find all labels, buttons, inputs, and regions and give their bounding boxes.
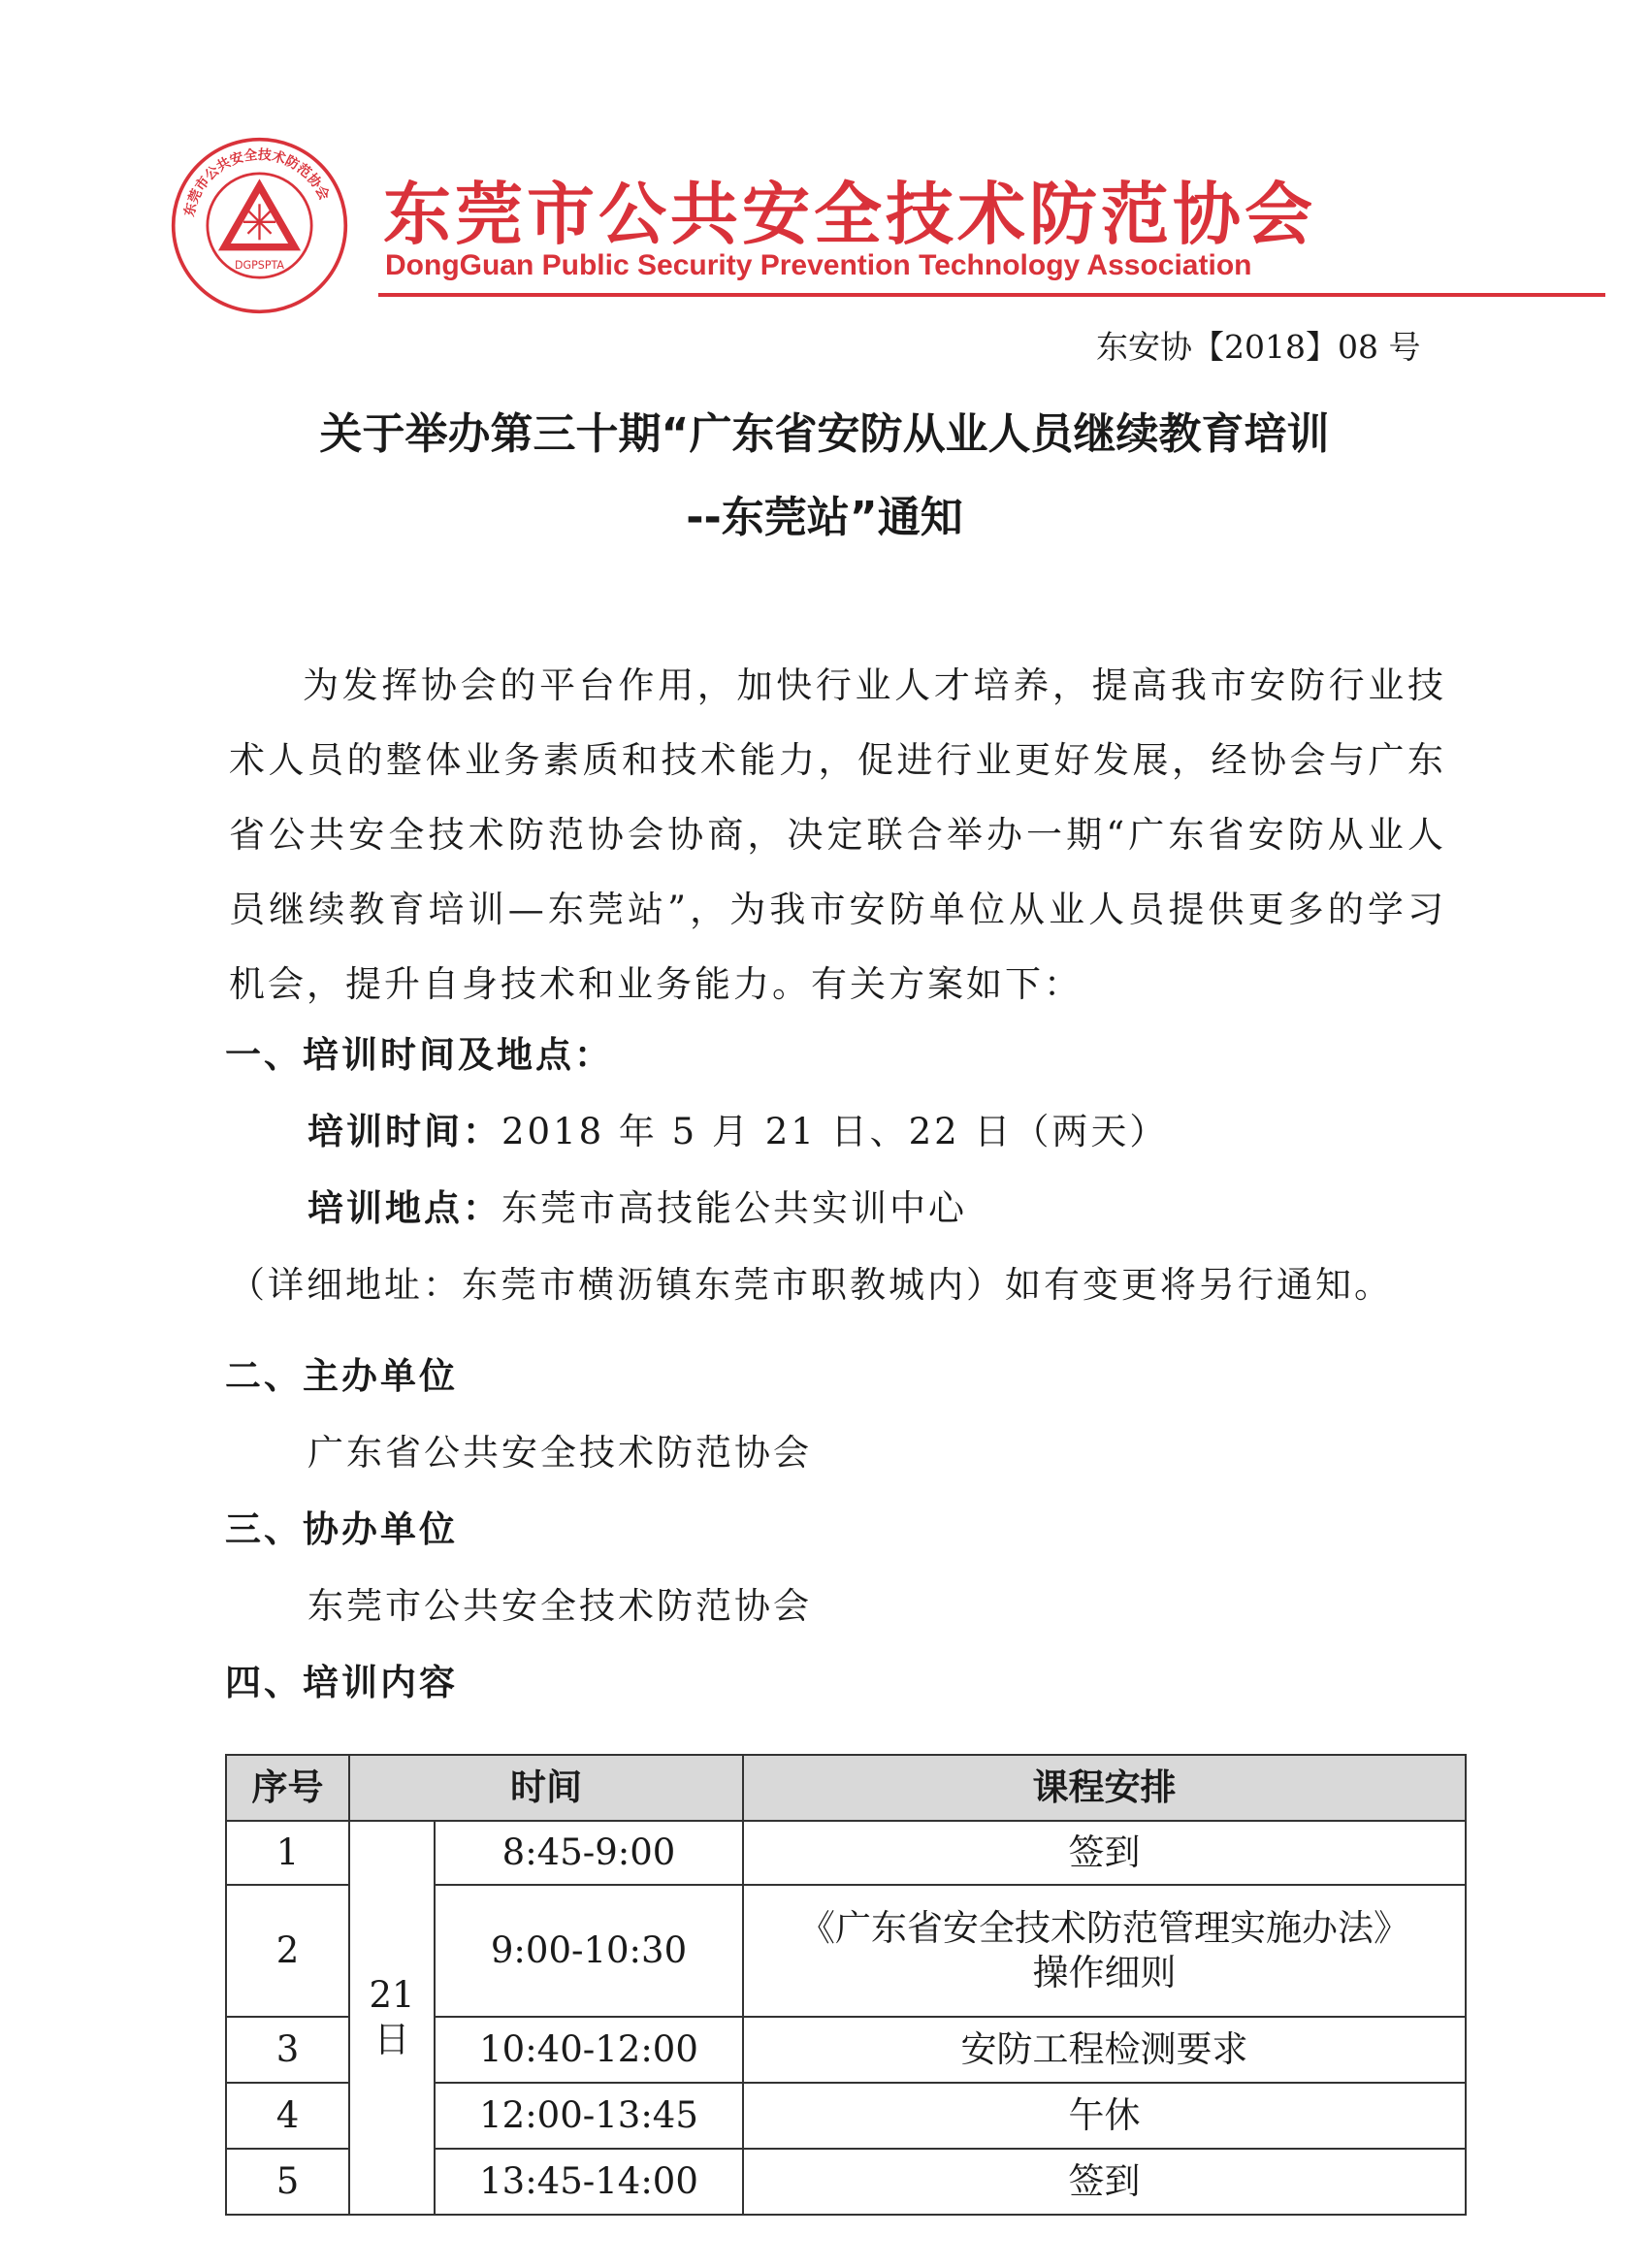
- row-number: 2: [226, 1885, 349, 2017]
- training-place-label: 培训地点：: [307, 1187, 501, 1229]
- day-cell: [349, 1821, 435, 2215]
- row-number: 4: [226, 2083, 349, 2149]
- row-time: 12:00-13:45: [435, 2083, 743, 2149]
- row-course: [743, 1885, 1466, 2017]
- training-time-value: 2018 年 5 月 21 日、22 日（两天）: [501, 1111, 1169, 1152]
- table-row: [226, 1821, 1466, 1885]
- day-unit: 日: [373, 2019, 410, 2060]
- row-course: 签到: [743, 1821, 1466, 1885]
- header-course: 课程安排: [743, 1755, 1466, 1821]
- row-course-line-2: 操作细则: [1032, 1952, 1177, 1993]
- row-time: 10:40-12:00: [435, 2017, 743, 2083]
- day-number: 21: [369, 1974, 415, 2016]
- row-number: 1: [226, 1821, 349, 1885]
- row-time: 13:45-14:00: [435, 2149, 743, 2215]
- training-time: [307, 1102, 1168, 1154]
- header-no: 序号: [226, 1755, 349, 1821]
- section-1-heading: 一、培训时间及地点：: [225, 1034, 613, 1076]
- row-number: 5: [226, 2149, 349, 2215]
- section-4-heading: 四、培训内容: [225, 1662, 458, 1703]
- row-time: 8:45-9:00: [435, 1821, 743, 1885]
- row-time: 9:00-10:30: [435, 1885, 743, 2017]
- title-line-2: --东莞站”通知: [686, 493, 963, 542]
- host-organization: 广东省公共安全技术防范协会: [307, 1432, 812, 1474]
- seal-abbr: DGPSPTA: [234, 258, 285, 272]
- seal-ring-text: 东莞市公共安全技术防范协会: [181, 146, 333, 218]
- intro-paragraph: 为发挥协会的平台作用，加快行业人才培养，提高我市安防行业技术人员的整体业务素质和技术能力，促进行业更好发展，经协会与广东省公共安全技术防范协会协商，决定联合举办一期“广东省安防从业人员继续教育培训—东莞站”，为我市安防单位从业人员提供更多的学习机会，提升自身技术和业务能力。有关方案如下：: [229, 664, 1446, 1005]
- co-organizer: 东莞市公共安全技术防范协会: [307, 1585, 812, 1627]
- document-title: [194, 393, 1455, 560]
- row-course-line-1: 《广东省安全技术防范管理实施办法》: [799, 1907, 1409, 1949]
- training-address: （详细地址：东莞市横沥镇东莞市职教城内）如有变更将另行通知。: [229, 1264, 1393, 1306]
- document-number: 东安协【2018】08 号: [1096, 328, 1421, 366]
- row-course: 签到: [743, 2149, 1466, 2215]
- section-3-heading: 三、协办单位: [225, 1508, 458, 1550]
- row-course: 安防工程检测要求: [743, 2017, 1466, 2083]
- row-course: 午休: [743, 2083, 1466, 2149]
- title-line-1: 关于举办第三十期“广东省安防从业人员继续教育培训: [319, 409, 1330, 459]
- schedule-header-row: [226, 1755, 1466, 1821]
- letterhead-divider: [378, 293, 1605, 297]
- training-place-value: 东莞市高技能公共实训中心: [501, 1187, 967, 1229]
- org-name-chinese: 东莞市公共安全技术防范协会: [383, 175, 1316, 254]
- training-place: [307, 1179, 967, 1231]
- association-seal-logo: [170, 136, 349, 315]
- training-time-label: 培训时间：: [307, 1111, 501, 1152]
- row-number: 3: [226, 2017, 349, 2083]
- org-name-english: DongGuan Public Security Prevention Technology Association: [385, 249, 1252, 281]
- schedule-table: [225, 1754, 1467, 2216]
- header-time: 时间: [349, 1755, 743, 1821]
- section-2-heading: 二、主办单位: [225, 1355, 458, 1397]
